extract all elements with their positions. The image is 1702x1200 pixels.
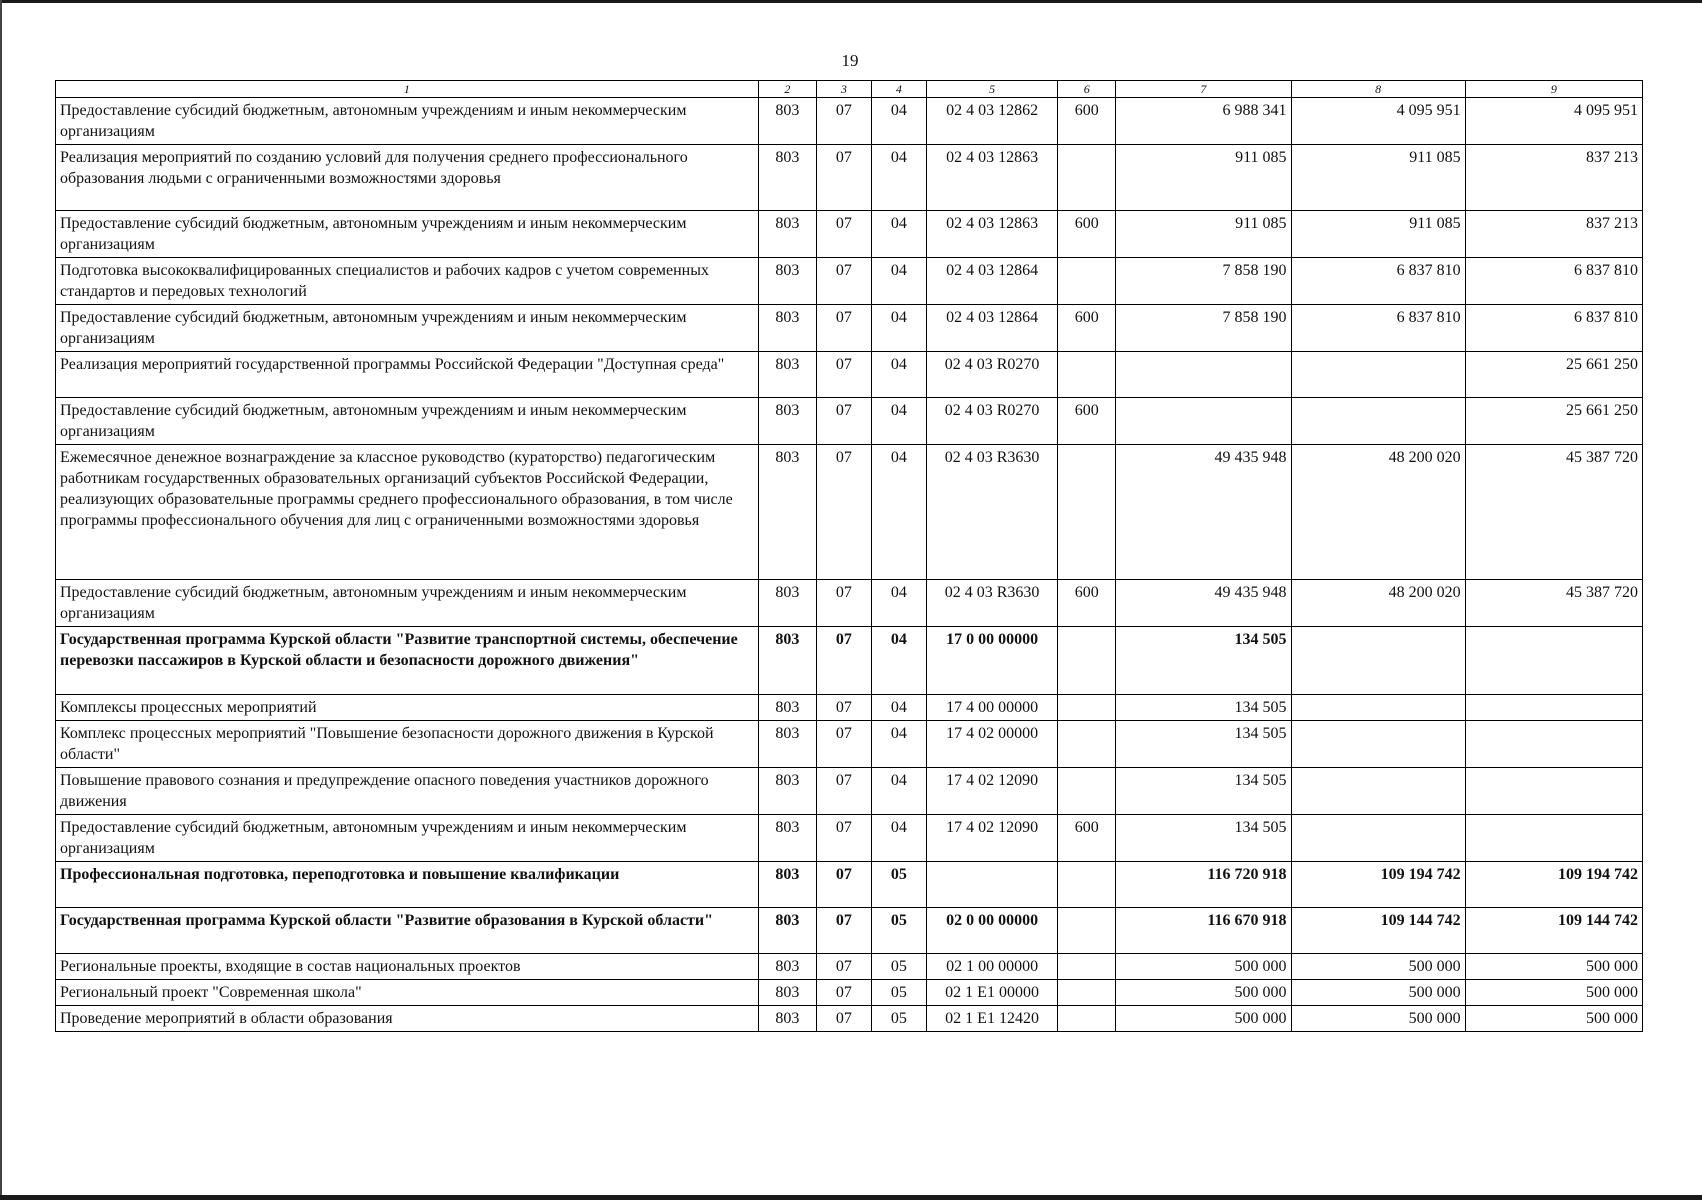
sum-year2-cell: 500 000 (1291, 1006, 1465, 1032)
sum-year3-cell: 837 213 (1465, 211, 1642, 258)
subsection-cell: 04 (871, 98, 926, 145)
target-article-cell: 02 4 03 R0270 (926, 352, 1057, 398)
row-name-cell: Предоставление субсидий бюджетным, автономным учреждениям и иным некоммерческим организациям (56, 580, 759, 627)
sum-year3-cell (1465, 721, 1642, 768)
expense-type-cell (1058, 980, 1116, 1006)
sum-year2-cell (1291, 352, 1465, 398)
sum-year3-cell: 25 661 250 (1465, 352, 1642, 398)
sum-year1-cell: 116 670 918 (1116, 908, 1291, 954)
sum-year1-cell: 134 505 (1116, 815, 1291, 862)
target-article-cell: 02 1 E1 12420 (926, 1006, 1057, 1032)
expense-type-cell (1058, 954, 1116, 980)
sum-year2-cell: 500 000 (1291, 954, 1465, 980)
ved-cell: 803 (758, 908, 816, 954)
section-cell: 07 (816, 815, 871, 862)
scan-edge-bottom (0, 1195, 1702, 1200)
target-article-cell: 02 4 03 R3630 (926, 445, 1057, 580)
row-name-cell: Повышение правового сознания и предупреждение опасного поведения участников дорожного движения (56, 768, 759, 815)
expense-type-cell (1058, 908, 1116, 954)
sum-year1-cell: 134 505 (1116, 695, 1291, 721)
page-number: 19 (841, 51, 859, 70)
ved-cell: 803 (758, 627, 816, 695)
table-row (56, 211, 1643, 258)
target-article-cell: 02 0 00 00000 (926, 908, 1057, 954)
target-article-cell: 02 4 03 12864 (926, 305, 1057, 352)
target-article-cell: 02 4 03 12863 (926, 211, 1057, 258)
sum-year1-cell: 500 000 (1116, 1006, 1291, 1032)
table-row (56, 398, 1643, 445)
column-number-rz: 3 (816, 81, 871, 98)
sum-year2-cell: 48 200 020 (1291, 580, 1465, 627)
expense-type-cell: 600 (1058, 211, 1116, 258)
subsection-cell: 04 (871, 258, 926, 305)
sum-year1-cell: 6 988 341 (1116, 98, 1291, 145)
ved-cell: 803 (758, 352, 816, 398)
row-name-cell: Предоставление субсидий бюджетным, автономным учреждениям и иным некоммерческим организациям (56, 305, 759, 352)
table-row (56, 1006, 1643, 1032)
sum-year2-cell: 911 085 (1291, 145, 1465, 211)
column-number-sum1: 7 (1116, 81, 1291, 98)
expense-type-cell: 600 (1058, 98, 1116, 145)
row-name-cell: Предоставление субсидий бюджетным, автономным учреждениям и иным некоммерческим организациям (56, 211, 759, 258)
table-row (56, 352, 1643, 398)
row-name-cell: Ежемесячное денежное вознаграждение за классное руководство (кураторство) педагогическим работникам государственных образовательных организаций субъектов Российской Федерации, реализующих образовательные программы среднего профессионального образования, в том числе программы профессионального обучения для лиц с ограниченными возможностями здоровья (56, 445, 759, 580)
sum-year2-cell: 6 837 810 (1291, 258, 1465, 305)
row-name-cell: Региональные проекты, входящие в состав национальных проектов (56, 954, 759, 980)
section-cell: 07 (816, 862, 871, 908)
target-article-cell: 02 4 03 12862 (926, 98, 1057, 145)
sum-year3-cell (1465, 768, 1642, 815)
row-name-cell: Профессиональная подготовка, переподготовка и повышение квалификации (56, 862, 759, 908)
ved-cell: 803 (758, 954, 816, 980)
row-name-cell: Проведение мероприятий в области образования (56, 1006, 759, 1032)
subsection-cell: 04 (871, 352, 926, 398)
table-row (56, 768, 1643, 815)
section-cell: 07 (816, 211, 871, 258)
target-article-cell: 02 4 03 12864 (926, 258, 1057, 305)
section-cell: 07 (816, 445, 871, 580)
sum-year1-cell: 134 505 (1116, 721, 1291, 768)
sum-year1-cell: 911 085 (1116, 211, 1291, 258)
column-number-name: 1 (56, 81, 759, 98)
subsection-cell: 04 (871, 768, 926, 815)
sum-year3-cell: 500 000 (1465, 954, 1642, 980)
sum-year1-cell: 911 085 (1116, 145, 1291, 211)
scan-edge-top (0, 0, 1702, 3)
row-name-cell: Комплекс процессных мероприятий "Повышение безопасности дорожного движения в Курской области" (56, 721, 759, 768)
expense-type-cell (1058, 862, 1116, 908)
table-row (56, 305, 1643, 352)
subsection-cell: 05 (871, 862, 926, 908)
row-name-cell: Государственная программа Курской области "Развитие образования в Курской области" (56, 908, 759, 954)
ved-cell: 803 (758, 980, 816, 1006)
table-row (56, 445, 1643, 580)
column-number-vr: 6 (1058, 81, 1116, 98)
table-row (56, 721, 1643, 768)
subsection-cell: 04 (871, 721, 926, 768)
section-cell: 07 (816, 580, 871, 627)
sum-year3-cell (1465, 815, 1642, 862)
table-row (56, 258, 1643, 305)
section-cell: 07 (816, 695, 871, 721)
column-number-sum2: 8 (1291, 81, 1465, 98)
sum-year3-cell: 45 387 720 (1465, 580, 1642, 627)
subsection-cell: 05 (871, 980, 926, 1006)
row-name-cell: Предоставление субсидий бюджетным, автономным учреждениям и иным некоммерческим организациям (56, 398, 759, 445)
expense-type-cell (1058, 352, 1116, 398)
expense-type-cell: 600 (1058, 815, 1116, 862)
target-article-cell: 02 4 03 12863 (926, 145, 1057, 211)
target-article-cell: 02 1 E1 00000 (926, 980, 1057, 1006)
subsection-cell: 05 (871, 1006, 926, 1032)
subsection-cell: 04 (871, 445, 926, 580)
ved-cell: 803 (758, 258, 816, 305)
section-cell: 07 (816, 627, 871, 695)
expense-type-cell: 600 (1058, 580, 1116, 627)
target-article-cell: 17 0 00 00000 (926, 627, 1057, 695)
table-row (56, 908, 1643, 954)
row-name-cell: Государственная программа Курской области "Развитие транспортной системы, обеспечение перевозки пассажиров в Курской области и безопасности дорожного движения" (56, 627, 759, 695)
target-article-cell: 02 4 03 R3630 (926, 580, 1057, 627)
sum-year3-cell: 45 387 720 (1465, 445, 1642, 580)
sum-year3-cell: 500 000 (1465, 1006, 1642, 1032)
target-article-cell (926, 862, 1057, 908)
subsection-cell: 04 (871, 627, 926, 695)
ved-cell: 803 (758, 815, 816, 862)
row-name-cell: Региональный проект "Современная школа" (56, 980, 759, 1006)
sum-year2-cell: 48 200 020 (1291, 445, 1465, 580)
ved-cell: 803 (758, 305, 816, 352)
ved-cell: 803 (758, 721, 816, 768)
table-row (56, 980, 1643, 1006)
sum-year3-cell: 25 661 250 (1465, 398, 1642, 445)
ved-cell: 803 (758, 211, 816, 258)
target-article-cell: 17 4 00 00000 (926, 695, 1057, 721)
subsection-cell: 04 (871, 580, 926, 627)
column-number-pr: 4 (871, 81, 926, 98)
ved-cell: 803 (758, 768, 816, 815)
table-row (56, 98, 1643, 145)
budget-table (55, 80, 1643, 1032)
sum-year1-cell: 500 000 (1116, 980, 1291, 1006)
ved-cell: 803 (758, 445, 816, 580)
subsection-cell: 04 (871, 305, 926, 352)
sum-year2-cell: 6 837 810 (1291, 305, 1465, 352)
column-number-sum3: 9 (1465, 81, 1642, 98)
expense-type-cell (1058, 768, 1116, 815)
ved-cell: 803 (758, 1006, 816, 1032)
sum-year1-cell (1116, 352, 1291, 398)
section-cell: 07 (816, 305, 871, 352)
section-cell: 07 (816, 258, 871, 305)
scan-edge-left (0, 0, 2, 1200)
target-article-cell: 17 4 02 12090 (926, 768, 1057, 815)
row-name-cell: Подготовка высококвалифицированных специалистов и рабочих кадров с учетом современных стандартов и передовых технологий (56, 258, 759, 305)
subsection-cell: 04 (871, 695, 926, 721)
sum-year3-cell (1465, 627, 1642, 695)
sum-year2-cell: 109 144 742 (1291, 908, 1465, 954)
subsection-cell: 04 (871, 145, 926, 211)
section-cell: 07 (816, 721, 871, 768)
section-cell: 07 (816, 908, 871, 954)
sum-year1-cell: 7 858 190 (1116, 305, 1291, 352)
subsection-cell: 04 (871, 211, 926, 258)
sum-year2-cell: 911 085 (1291, 211, 1465, 258)
row-name-cell: Комплексы процессных мероприятий (56, 695, 759, 721)
table-row (56, 145, 1643, 211)
row-name-cell: Предоставление субсидий бюджетным, автономным учреждениям и иным некоммерческим организациям (56, 815, 759, 862)
expense-type-cell (1058, 145, 1116, 211)
section-cell: 07 (816, 768, 871, 815)
sum-year1-cell: 134 505 (1116, 768, 1291, 815)
sum-year3-cell: 4 095 951 (1465, 98, 1642, 145)
table-row (56, 815, 1643, 862)
subsection-cell: 04 (871, 815, 926, 862)
expense-type-cell (1058, 1006, 1116, 1032)
expense-type-cell (1058, 627, 1116, 695)
sum-year1-cell (1116, 398, 1291, 445)
ved-cell: 803 (758, 862, 816, 908)
subsection-cell: 04 (871, 398, 926, 445)
row-name-cell: Предоставление субсидий бюджетным, автономным учреждениям и иным некоммерческим организациям (56, 98, 759, 145)
sum-year2-cell (1291, 695, 1465, 721)
table-row (56, 695, 1643, 721)
section-cell: 07 (816, 980, 871, 1006)
ved-cell: 803 (758, 580, 816, 627)
section-cell: 07 (816, 954, 871, 980)
table-row (56, 580, 1643, 627)
table-body (56, 98, 1643, 1032)
sum-year1-cell: 49 435 948 (1116, 580, 1291, 627)
subsection-cell: 05 (871, 908, 926, 954)
sum-year3-cell (1465, 695, 1642, 721)
sum-year2-cell: 109 194 742 (1291, 862, 1465, 908)
sum-year1-cell: 7 858 190 (1116, 258, 1291, 305)
section-cell: 07 (816, 1006, 871, 1032)
column-number-ved: 2 (758, 81, 816, 98)
row-name-cell: Реализация мероприятий государственной программы Российской Федерации "Доступная среда" (56, 352, 759, 398)
expense-type-cell: 600 (1058, 398, 1116, 445)
expense-type-cell: 600 (1058, 305, 1116, 352)
column-number-csr: 5 (926, 81, 1057, 98)
sum-year2-cell (1291, 398, 1465, 445)
section-cell: 07 (816, 352, 871, 398)
sum-year1-cell: 49 435 948 (1116, 445, 1291, 580)
sum-year1-cell: 134 505 (1116, 627, 1291, 695)
expense-type-cell (1058, 258, 1116, 305)
column-number-row (56, 81, 1643, 98)
target-article-cell: 02 1 00 00000 (926, 954, 1057, 980)
sum-year1-cell: 116 720 918 (1116, 862, 1291, 908)
sum-year3-cell: 109 194 742 (1465, 862, 1642, 908)
expense-type-cell (1058, 445, 1116, 580)
sum-year3-cell: 500 000 (1465, 980, 1642, 1006)
ved-cell: 803 (758, 695, 816, 721)
section-cell: 07 (816, 145, 871, 211)
sum-year2-cell (1291, 768, 1465, 815)
ved-cell: 803 (758, 398, 816, 445)
sum-year2-cell (1291, 815, 1465, 862)
sum-year3-cell: 6 837 810 (1465, 258, 1642, 305)
ved-cell: 803 (758, 98, 816, 145)
target-article-cell: 17 4 02 12090 (926, 815, 1057, 862)
target-article-cell: 17 4 02 00000 (926, 721, 1057, 768)
ved-cell: 803 (758, 145, 816, 211)
sum-year3-cell: 6 837 810 (1465, 305, 1642, 352)
subsection-cell: 05 (871, 954, 926, 980)
table-row (56, 862, 1643, 908)
sum-year2-cell (1291, 721, 1465, 768)
section-cell: 07 (816, 398, 871, 445)
expense-type-cell (1058, 695, 1116, 721)
sum-year3-cell: 837 213 (1465, 145, 1642, 211)
sum-year2-cell: 500 000 (1291, 980, 1465, 1006)
expense-type-cell (1058, 721, 1116, 768)
sum-year2-cell (1291, 627, 1465, 695)
table-row (56, 954, 1643, 980)
row-name-cell: Реализация мероприятий по созданию условий для получения среднего профессионального образования людьми с ограниченными возможностями здоровья (56, 145, 759, 211)
sum-year3-cell: 109 144 742 (1465, 908, 1642, 954)
target-article-cell: 02 4 03 R0270 (926, 398, 1057, 445)
sum-year1-cell: 500 000 (1116, 954, 1291, 980)
section-cell: 07 (816, 98, 871, 145)
table-row (56, 627, 1643, 695)
sum-year2-cell: 4 095 951 (1291, 98, 1465, 145)
